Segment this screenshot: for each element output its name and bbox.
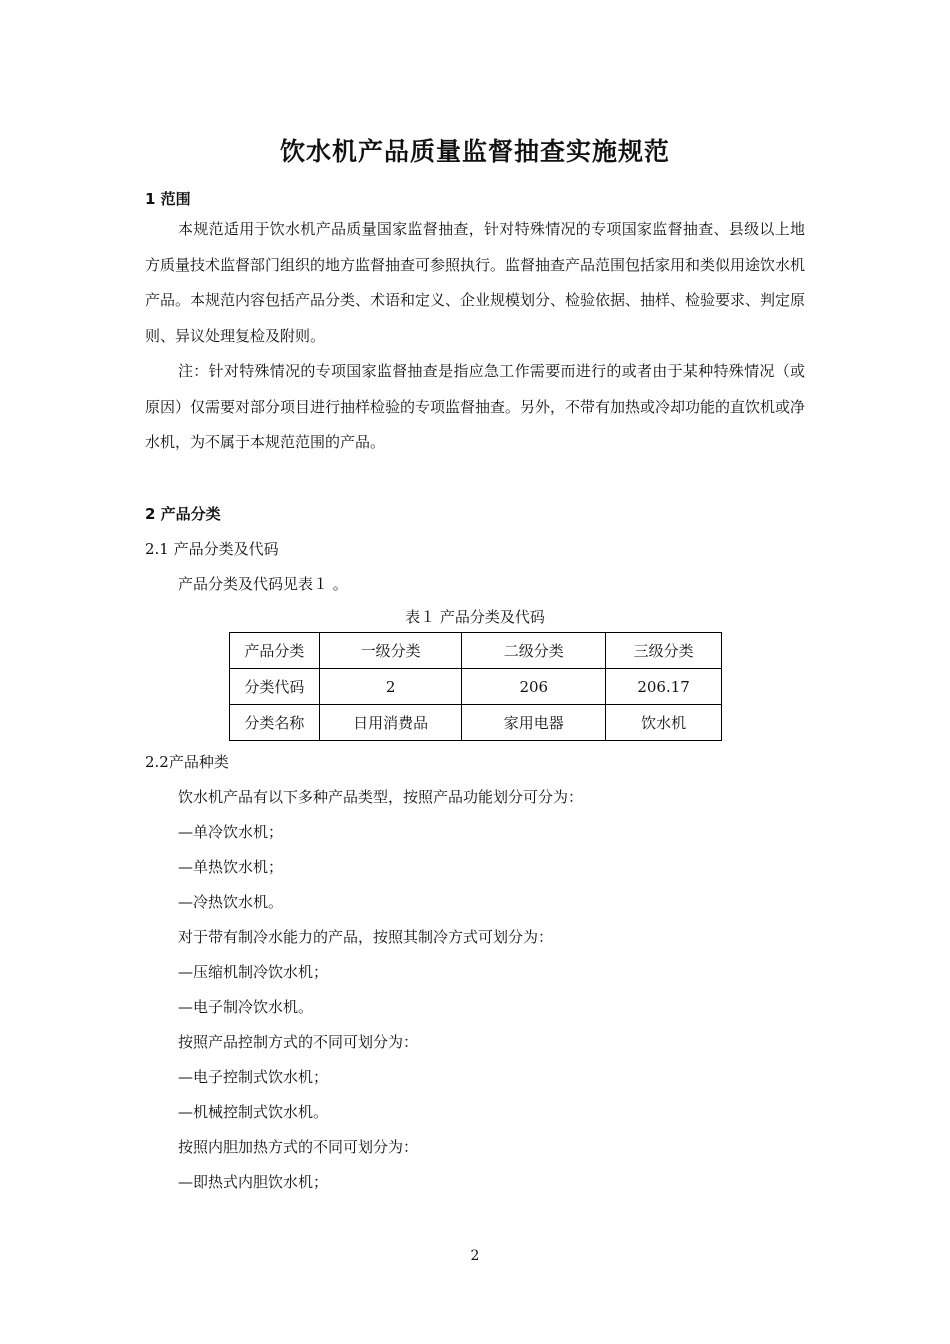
table-row: [230, 705, 722, 741]
table-row: [230, 633, 722, 669]
table-cell: 一级分类: [319, 633, 462, 669]
list-item: —电子控制式饮水机；: [178, 1068, 329, 1086]
list-item: —单冷饮水机；: [178, 823, 284, 841]
table-caption: 表１ 产品分类及代码: [405, 608, 545, 626]
table-cell: 家用电器: [462, 705, 606, 741]
table-cell: 二级分类: [462, 633, 606, 669]
section-2-heading: 2 产品分类: [145, 505, 221, 523]
list-item: —冷热饮水机。: [178, 893, 284, 911]
table-intro-text: 产品分类及代码见表１ 。: [178, 575, 348, 593]
list-item: 按照内胆加热方式的不同可划分为：: [178, 1138, 419, 1156]
table-cell: 分类名称: [230, 705, 320, 741]
list-item: 按照产品控制方式的不同可划分为：: [178, 1033, 419, 1051]
table-row: [230, 669, 722, 705]
table-cell: 206: [462, 669, 606, 705]
page-number: 2: [470, 1248, 480, 1264]
list-item: —电子制冷饮水机。: [178, 998, 314, 1016]
section-1-paragraph: 本规范适用于饮水机产品质量国家监督抽查，针对特殊情况的专项国家监督抽查、县级以上地方质量技术监督部门组织的地方监督抽查可参照执行。监督抽查产品范围包括家用和类似用途饮水机产品。本规范内容包括产品分类、术语和定义、企业规模划分、检验依据、抽样、检验要求、判定原则、异议处理复检及附则。: [145, 220, 806, 345]
list-item: —机械控制式饮水机。: [178, 1103, 329, 1121]
list-item: —单热饮水机；: [178, 858, 284, 876]
table-cell: 日用消费品: [319, 705, 462, 741]
table-cell: 2: [319, 669, 462, 705]
classification-table: [229, 632, 722, 741]
table-cell: 三级分类: [606, 633, 722, 669]
table-cell: 产品分类: [230, 633, 320, 669]
list-item: 饮水机产品有以下多种产品类型，按照产品功能划分可分为：: [178, 788, 584, 806]
list-item: —压缩机制冷饮水机；: [178, 963, 329, 981]
table-cell: 分类代码: [230, 669, 320, 705]
list-item: 对于带有制冷水能力的产品，按照其制冷方式可划分为：: [178, 928, 554, 946]
table-cell: 饮水机: [606, 705, 722, 741]
table-cell: 206.17: [606, 669, 722, 705]
section-2-2-heading: 2.2产品种类: [145, 753, 229, 771]
document-title: 饮水机产品质量监督抽查实施规范: [279, 137, 670, 166]
list-item: —即热式内胆饮水机；: [178, 1173, 329, 1191]
section-1-heading: 1 范围: [145, 190, 191, 208]
section-2-1-heading: 2.1 产品分类及代码: [145, 540, 279, 558]
section-1-note: 注：针对特殊情况的专项国家监督抽查是指应急工作需要而进行的或者由于某种特殊情况（或原因）仅需要对部分项目进行抽样检验的专项监督抽查。另外，不带有加热或冷却功能的直饮机或净水机，为不属于本规范范围的产品。: [145, 362, 806, 451]
